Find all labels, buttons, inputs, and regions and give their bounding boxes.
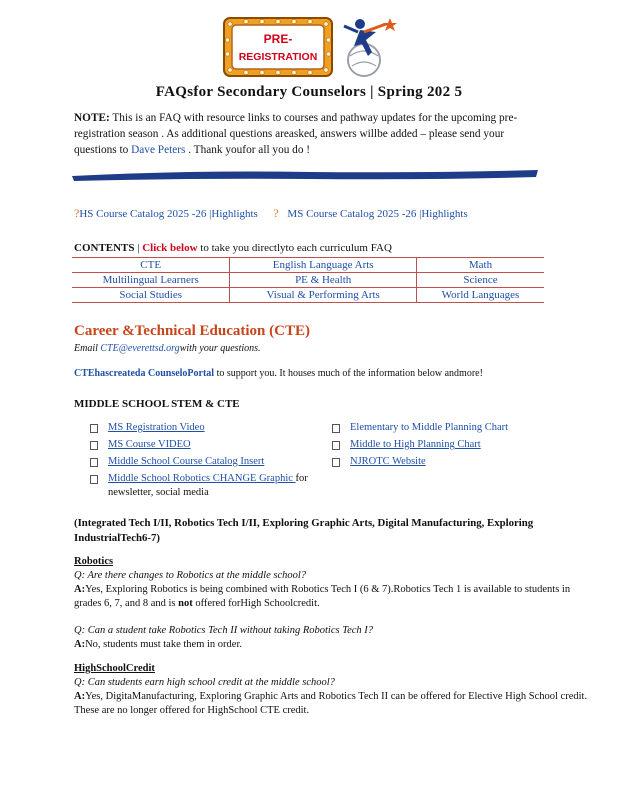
- contents-link-visual-arts[interactable]: Visual & Performing Arts: [230, 288, 417, 303]
- contents-instructions: to take you directlyto each curriculum FAQ: [197, 242, 392, 254]
- ms-catalog-link[interactable]: MS Course Catalog 2025 -26 |Highlights: [287, 208, 468, 220]
- checkbox-bullet-icon: [90, 475, 98, 484]
- note-thanks: . Thank youfor all you do !: [185, 144, 311, 156]
- contents-separator: |: [134, 242, 143, 254]
- cte-email-link[interactable]: CTE@everettsd.org: [100, 343, 180, 354]
- faq-answer: [74, 690, 594, 718]
- contact-link[interactable]: Dave Peters: [131, 144, 186, 156]
- cte-heading: Career &Technical Education (CTE): [74, 323, 310, 339]
- pre-registration-logo: [222, 16, 334, 78]
- counselor-portal-link[interactable]: CTEhascreateda CounseloPortal: [74, 368, 215, 379]
- divider-brushstroke: [70, 166, 540, 184]
- ms-catalog-insert-link[interactable]: Middle School Course Catalog Insert: [108, 456, 265, 467]
- ms-course-video-link[interactable]: MS Course VIDEO: [108, 439, 191, 450]
- ms-stem-heading: MIDDLE SCHOOL STEM & CTE: [74, 398, 240, 410]
- hs-credit-faq: [74, 662, 594, 718]
- answer-label: A:: [74, 691, 86, 702]
- svg-text:REGISTRATION: REGISTRATION: [238, 51, 318, 63]
- contents-row: [72, 273, 544, 288]
- hs-credit-heading: HighSchoolCredit: [74, 663, 155, 674]
- contents-link-world-languages[interactable]: World Languages: [416, 288, 544, 303]
- question-icon: ?: [74, 206, 80, 220]
- note-text: This is an FAQ with resource links to courses and pathway updates for the upcoming pre-registration season . As additional questions areasked, answers willbe added – please send your questions to: [74, 112, 518, 156]
- elem-to-middle-chart-link[interactable]: Elementary to Middle Planning Chart: [350, 422, 509, 433]
- ms-registration-video-link[interactable]: MS Registration Video: [108, 422, 205, 433]
- faq-question: Q: Are there changes to Robotics at the middle school?: [74, 570, 307, 581]
- intro-note: [74, 110, 544, 158]
- email-suffix: with your questions.: [179, 343, 261, 354]
- robotics-heading: Robotics: [74, 556, 114, 567]
- answer-label: A:: [74, 584, 86, 595]
- faq-question: Q: Can a student take Robotics Tech II without taking Robotics Tech I?: [74, 625, 374, 636]
- faq-answer: [74, 583, 594, 611]
- list-item: [74, 438, 314, 452]
- answer-text: Yes, Exploring Robotics is being combined with Robotics Tech I (6 & 7).Robotics Tech 1 is available to students in grades 6, 7, and 8 and is: [74, 584, 571, 609]
- checkbox-bullet-icon: [332, 424, 340, 433]
- list-item-extra: for newsletter, social media: [108, 473, 308, 498]
- checkbox-bullet-icon: [332, 441, 340, 450]
- contents-link-ela[interactable]: English Language Arts: [230, 258, 417, 273]
- email-prefix: Email: [74, 343, 101, 354]
- portal-description: to support you. It houses much of the information below andmore!: [214, 368, 483, 379]
- list-item: [316, 455, 556, 469]
- answer-text: No, students must take them in order.: [85, 639, 242, 650]
- robotics-faq-2: [74, 624, 594, 652]
- svg-text:PRE-: PRE-: [263, 32, 293, 46]
- list-item: [74, 472, 314, 500]
- contents-label: CONTENTS: [74, 242, 135, 254]
- page-title: FAQsfor Secondary Counselors | Spring 202 5: [155, 84, 463, 100]
- list-item: [74, 421, 314, 435]
- robotics-faq: [74, 555, 594, 611]
- answer-emphasis: not: [178, 598, 193, 609]
- contents-link-pe-health[interactable]: PE & Health: [230, 273, 417, 288]
- list-item: [316, 438, 556, 452]
- answer-text: Yes, DigitaManufacturing, Exploring Graphic Arts and Robotics Tech II can be offered for Elective High School credit. These are no longer offered for HighSchool CTE credit.: [74, 691, 588, 716]
- checkbox-bullet-icon: [332, 458, 340, 467]
- question-icon: ?: [273, 206, 279, 220]
- contents-link-science[interactable]: Science: [416, 273, 544, 288]
- cte-email-line: [74, 343, 261, 354]
- click-below-text: Click below: [142, 242, 198, 254]
- list-item: [316, 421, 556, 435]
- catalog-links: [74, 206, 468, 221]
- checkbox-bullet-icon: [90, 458, 98, 467]
- middle-to-high-chart-link[interactable]: Middle to High Planning Chart: [350, 439, 481, 450]
- ms-links-left: [74, 421, 314, 503]
- contents-table: [72, 257, 544, 303]
- contents-heading: [74, 242, 392, 254]
- contents-link-cte[interactable]: CTE: [72, 258, 230, 273]
- hs-catalog-link[interactable]: HS Course Catalog 2025 -26 |Highlights: [79, 208, 258, 220]
- note-label: NOTE:: [74, 112, 110, 124]
- faq-question: Q: Can students earn high school credit at the middle school?: [74, 677, 335, 688]
- contents-link-multilingual[interactable]: Multilingual Learners: [72, 273, 230, 288]
- checkbox-bullet-icon: [90, 424, 98, 433]
- ms-robotics-graphic-link[interactable]: Middle School Robotics CHANGE Graphic: [108, 473, 296, 484]
- checkbox-bullet-icon: [90, 441, 98, 450]
- contents-link-math[interactable]: Math: [416, 258, 544, 273]
- portal-line: [74, 368, 483, 379]
- answer-label: A:: [74, 639, 86, 650]
- contents-row: [72, 288, 544, 303]
- contents-link-social-studies[interactable]: Social Studies: [72, 288, 230, 303]
- list-item: [74, 455, 314, 469]
- ms-links-right: [316, 421, 556, 472]
- district-mascot-logo: [342, 16, 398, 80]
- integrated-tech-note: (Integrated Tech I/II, Robotics Tech I/II, Exploring Graphic Arts, Digital Manufacturing, Exploring IndustrialTech6-7): [74, 517, 534, 544]
- faq-answer: [74, 638, 594, 652]
- contents-row: [72, 258, 544, 273]
- answer-text-end: offered forHigh Schoolcredit.: [192, 598, 320, 609]
- njrotc-website-link[interactable]: NJROTC Website: [350, 456, 426, 467]
